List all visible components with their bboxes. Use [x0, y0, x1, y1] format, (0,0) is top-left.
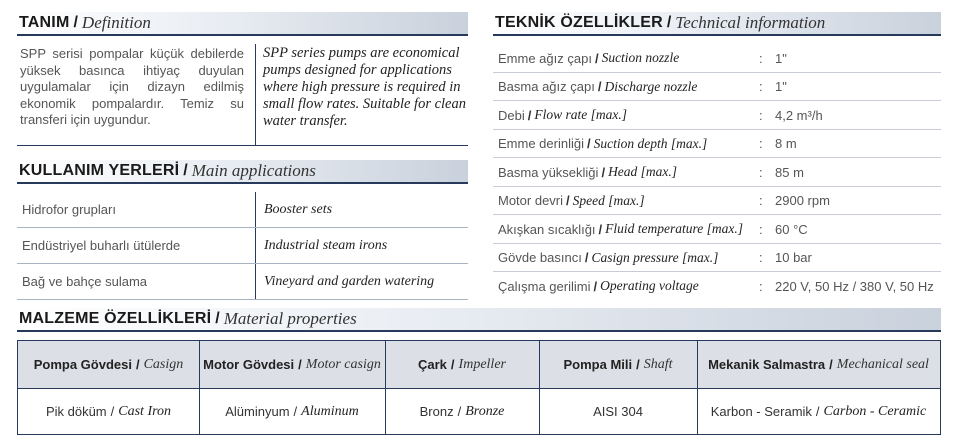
material-head-tr: Pompa Gövdesi: [33, 357, 132, 372]
tech-label-en: Suction depth [max.]: [593, 135, 708, 151]
material-head-tr: Mekanik Salmastra: [708, 357, 826, 372]
material-head-separator: /: [636, 357, 640, 372]
tech-row: [493, 215, 941, 244]
tech-label-tr: Basma yüksekliği: [498, 164, 599, 180]
materials-header-cell: [18, 341, 199, 388]
application-en: Industrial steam irons: [264, 237, 388, 253]
materials-value-cell: [539, 389, 697, 434]
tech-label-en: Discharge nozzle: [604, 78, 698, 94]
definition-title-en: Definition: [81, 13, 151, 32]
materials-header-cell: [697, 341, 940, 388]
tech-colon: :: [759, 136, 763, 151]
material-head-separator: /: [829, 357, 833, 372]
materials-column-divider: [385, 341, 386, 434]
material-value-separator: /: [110, 404, 115, 419]
tech-label-en: Head [max.]: [608, 164, 678, 179]
materials-value-cell: [697, 389, 940, 434]
applications-title-tr: KULLANIM YERLERİ: [19, 162, 180, 179]
material-value-tr: Karbon - Seramik: [710, 404, 812, 419]
tech-row: [493, 73, 941, 102]
materials-column-divider: [697, 341, 698, 434]
tech-label-tr: Emme ağız çapı: [498, 50, 592, 66]
tech-row: [493, 244, 941, 273]
tech-label-en: Fluid temperature [max.]: [605, 221, 744, 236]
application-tr: Hidrofor grupları: [22, 202, 116, 217]
tech-label-separator: /: [594, 50, 599, 66]
application-tr: Endüstriyel buharlı ütülerde: [22, 238, 181, 253]
tech-value: 4,2 m³/h: [775, 107, 823, 123]
application-divider: [255, 228, 256, 263]
tech-row: [493, 130, 941, 159]
tech-value: 1": [775, 79, 787, 94]
materials-title-en: Material properties: [223, 309, 357, 328]
application-tr: Bağ ve bahçe sulama: [22, 274, 148, 289]
definition-header: [17, 12, 468, 36]
material-value-en: Cast Iron: [118, 403, 172, 419]
materials-column-divider: [199, 341, 200, 434]
application-divider: [255, 192, 256, 227]
tech-value: 85 m: [775, 164, 804, 180]
tech-label-tr: Akışkan sıcaklığı: [498, 221, 596, 237]
tech-value: 220 V, 50 Hz / 380 V, 50 Hz: [775, 278, 934, 294]
application-row: [17, 264, 468, 300]
tech-label-tr: Debi: [498, 107, 525, 123]
materials-header-cell: [199, 341, 385, 388]
tech-row: [493, 158, 941, 187]
material-head-tr: Pompa Mili: [563, 357, 633, 372]
tech-label-separator: /: [597, 79, 602, 94]
tech-row: [493, 101, 941, 130]
material-value-en: Carbon - Ceramic: [823, 403, 927, 419]
material-value-tr: Alüminyum: [225, 404, 290, 419]
material-value-separator: /: [457, 404, 462, 419]
material-value-tr: Bronz: [419, 404, 454, 419]
material-head-separator: /: [450, 357, 455, 372]
material-value-tr: AISI 304: [593, 404, 643, 419]
materials-value-cell: [385, 389, 539, 434]
tech-label-separator: /: [598, 221, 603, 237]
tech-colon: :: [759, 250, 763, 265]
tech-colon: :: [759, 278, 763, 294]
material-head-en: Mechanical seal: [836, 356, 929, 372]
definition-title-tr: TANIM: [19, 14, 70, 31]
tech-colon: :: [759, 107, 763, 123]
material-value-separator: /: [293, 404, 298, 419]
tech-value: 8 m: [775, 136, 797, 151]
material-value-en: Bronze: [465, 403, 505, 419]
materials-header-cell: [385, 341, 539, 388]
tech-label-en: Casign pressure [max.]: [591, 249, 719, 265]
tech-value: 10 bar: [775, 250, 812, 265]
tech-label-separator: /: [586, 136, 591, 151]
tech-value: 60 °C: [775, 221, 808, 237]
tech-label-tr: Çalışma gerilimi: [498, 278, 591, 294]
material-head-tr: Motor Gövdesi: [203, 357, 295, 372]
tech-row: [493, 272, 941, 301]
applications-title-separator: /: [183, 162, 188, 179]
tech-label-en: Flow rate [max.]: [534, 107, 627, 122]
applications-title-en: Main applications: [191, 161, 316, 180]
materials-value-cell: [18, 389, 199, 434]
materials-header: [17, 308, 941, 332]
tech-label-separator: /: [584, 250, 589, 265]
tech-colon: :: [759, 79, 763, 94]
tech-colon: :: [759, 50, 763, 66]
materials-column-divider: [539, 341, 540, 434]
application-en: Booster sets: [264, 201, 333, 217]
materials-value-cell: [199, 389, 385, 434]
applications-header: [17, 160, 468, 184]
tech-label-separator: /: [593, 278, 598, 294]
material-head-separator: /: [298, 357, 302, 372]
tech-label-en: Operating voltage: [600, 278, 699, 293]
tech-value: 1": [775, 50, 787, 66]
definition-title-separator: /: [73, 14, 78, 31]
material-head-separator: /: [135, 357, 140, 372]
tech-label-separator: /: [527, 107, 532, 123]
tech-label-tr: Gövde basıncı: [498, 250, 582, 265]
materials-table: [17, 340, 941, 435]
tech-label-en: Suction nozzle: [601, 50, 680, 65]
definition-divider: [255, 44, 256, 146]
tech-colon: :: [759, 221, 763, 237]
material-head-en: Casign: [143, 356, 184, 372]
material-head-en: Shaft: [643, 356, 673, 372]
tech-value: 2900 rpm: [775, 193, 830, 208]
tech-label-tr: Basma ağız çapı: [498, 79, 595, 94]
application-divider: [255, 264, 256, 299]
material-head-tr: Çark: [418, 357, 447, 372]
tech-row: [493, 44, 941, 73]
material-head-en: Impeller: [458, 356, 506, 372]
materials-title-tr: MALZEME ÖZELLİKLERİ: [19, 310, 212, 327]
definition-box: [17, 44, 468, 146]
tech-colon: :: [759, 164, 763, 180]
tech-colon: :: [759, 193, 763, 208]
application-row: [17, 228, 468, 264]
technical-title-en: Technical information: [675, 13, 826, 32]
material-value-en: Aluminum: [301, 403, 359, 419]
tech-label-tr: Motor devri: [498, 193, 564, 208]
tech-label-en: Speed [max.]: [572, 192, 645, 208]
materials-title-separator: /: [215, 310, 220, 327]
material-value-tr: Pik döküm: [45, 404, 107, 419]
technical-title-tr: TEKNİK ÖZELLİKLER: [495, 14, 663, 31]
material-head-en: Motor casign: [305, 356, 381, 372]
material-value-separator: /: [815, 404, 820, 419]
application-row: [17, 192, 468, 228]
tech-label-separator: /: [601, 164, 606, 180]
materials-table-header: [18, 341, 940, 389]
tech-label-separator: /: [566, 193, 570, 208]
technical-header: [493, 12, 941, 36]
technical-title-separator: /: [666, 14, 672, 31]
tech-row: [493, 187, 941, 216]
materials-header-cell: [539, 341, 697, 388]
definition-text-en: SPP series pumps are economical pumps designed for applications where high pressure is required in small flow rates. Suitable for clean water transfer.: [263, 45, 466, 129]
definition-text-tr: SPP serisi pompalar küçük debilerde yüksek basınca ihtiyaç duyulan uygulamalar için dizayn edilmiş ekonomik pompalardır. Temiz su transferi için uygundur.: [20, 46, 244, 127]
application-en: Vineyard and garden watering: [264, 273, 435, 289]
tech-label-tr: Emme derinliği: [498, 136, 584, 151]
